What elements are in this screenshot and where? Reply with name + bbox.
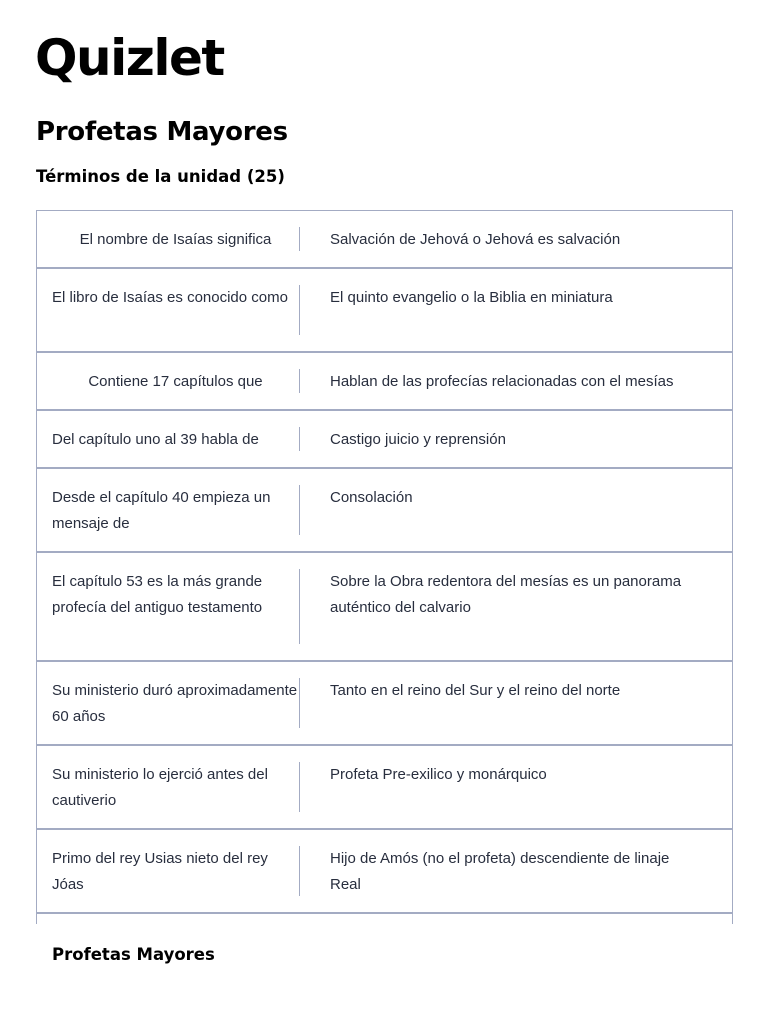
term-divider — [299, 569, 300, 644]
term-row — [37, 830, 732, 914]
term-divider — [299, 762, 300, 812]
term-definition: Consolación — [330, 489, 413, 506]
term-word: Desde el capítulo 40 empieza un mensaje de — [52, 489, 271, 532]
term-definition: Profeta Pre-exilico y monárquico — [330, 766, 547, 783]
terms-heading: Términos de la unidad (25) — [36, 167, 285, 186]
term-word: Contiene 17 capítulos que — [88, 373, 263, 390]
terms-list — [36, 210, 733, 924]
term-definition: Hablan de las profecías relacionadas con el mesías — [330, 373, 674, 390]
term-row — [37, 553, 732, 662]
term-word: Del capítulo uno al 39 habla de — [52, 431, 259, 448]
term-divider — [299, 285, 300, 335]
term-word: El capítulo 53 es la más grande profecía del antiguo testamento — [52, 573, 263, 616]
term-row — [37, 662, 732, 746]
term-definition: Castigo juicio y reprensión — [330, 431, 506, 448]
term-word: Su ministerio duró aproximadamente 60 años — [52, 682, 298, 725]
term-definition: Sobre la Obra redentora del mesías es un panorama auténtico del calvario — [330, 573, 682, 616]
term-definition: El quinto evangelio o la Biblia en miniatura — [330, 289, 613, 306]
term-word: Primo del rey Usias nieto del rey Jóas — [52, 850, 268, 893]
term-row — [37, 353, 732, 411]
term-word: Su ministerio lo ejerció antes del cautiverio — [52, 766, 268, 809]
term-row — [37, 746, 732, 830]
term-word: El nombre de Isaías significa — [79, 231, 272, 248]
term-divider — [299, 369, 300, 393]
term-row — [37, 269, 732, 353]
term-row — [37, 211, 732, 269]
term-row — [37, 469, 732, 553]
quizlet-logo[interactable]: Quizlet — [35, 29, 224, 87]
term-divider — [299, 485, 300, 535]
term-definition: Salvación de Jehová o Jehová es salvación — [330, 231, 621, 248]
term-row — [37, 411, 732, 469]
footer-set-title: Profetas Mayores — [52, 945, 215, 964]
term-divider — [299, 678, 300, 728]
term-divider — [299, 227, 300, 251]
term-word: El libro de Isaías es conocido como — [52, 289, 288, 306]
term-definition: Tanto en el reino del Sur y el reino del norte — [330, 682, 621, 699]
page-title: Profetas Mayores — [36, 117, 288, 147]
term-divider — [299, 427, 300, 451]
term-definition: Hijo de Amós (no el profeta) descendiente de linaje Real — [330, 850, 670, 893]
term-divider — [299, 846, 300, 896]
